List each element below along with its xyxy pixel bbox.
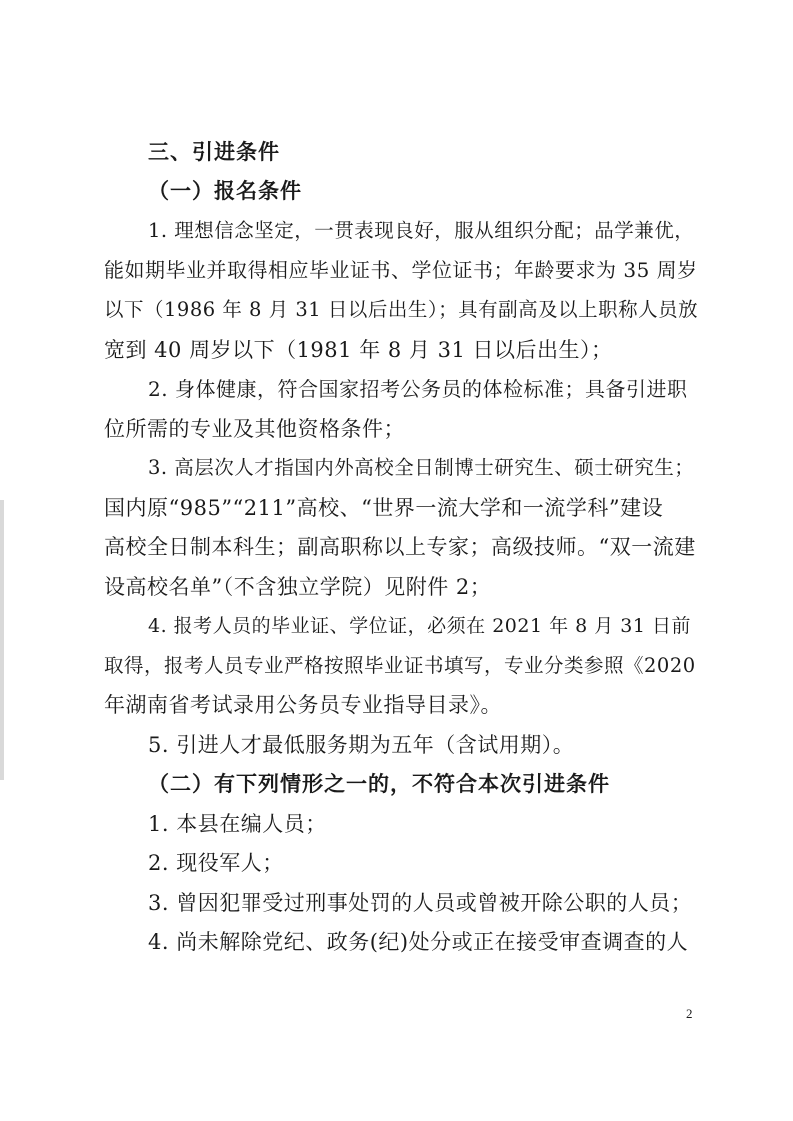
paragraph-line: 宽到 40 周岁以下（1981 年 8 月 31 日以后出生）； — [104, 338, 613, 362]
paragraph-line: 取得，报考人员专业严格按照毕业证书填写，专业分类参照《2020 — [104, 654, 696, 677]
paragraph-line: 设高校名单”（不含独立学院）见附件 2； — [104, 575, 492, 599]
subsection-title-2: （二）有下列情形之一的，不符合本次引进条件 — [148, 772, 610, 796]
paragraph-line: 位所需的专业及其他资格条件； — [104, 417, 405, 441]
paragraph-line: 4. 报考人员的毕业证、学位证，必须在 2021 年 8 月 31 日前 — [148, 615, 692, 637]
paragraph-line: 2. 身体健康，符合国家招考公务员的体检标准；具备引进职 — [148, 377, 688, 401]
paragraph-line: 高校全日制本科生；副高职称以上专家；高级技师。“双一流建 — [104, 535, 696, 559]
scan-edge-shadow — [0, 500, 4, 780]
paragraph-line: 国内原“985”“211”高校、“世界一流大学和一流学科”建设 — [104, 496, 664, 520]
paragraph-line: 年湖南省考试录用公务员专业指导目录》。 — [104, 693, 502, 717]
paragraph-line: 能如期毕业并取得相应毕业证书、学位证书；年龄要求为 35 周岁 — [104, 258, 698, 282]
section-title: 三、引进条件 — [148, 140, 280, 164]
paragraph-line: 3. 高层次人才指国内外高校全日制博士研究生、硕士研究生； — [148, 456, 695, 479]
page-number: 2 — [686, 1006, 693, 1021]
list-item: 1. 本县在编人员； — [148, 812, 327, 836]
list-item: 3. 曾因犯罪受过刑事处罚的人员或曾被开除公职的人员； — [148, 891, 693, 915]
paragraph-line: 以下（1986 年 8 月 31 日以后出生）；具有副高及以上职称人员放 — [104, 298, 699, 321]
list-item: 4. 尚未解除党纪、政务(纪)处分或正在接受审查调查的人 — [148, 930, 689, 954]
subsection-title-1: （一）报名条件 — [148, 179, 302, 203]
paragraph-line: 5. 引进人才最低服务期为五年（含试用期）。 — [148, 733, 575, 757]
paragraph-line: 1. 理想信念坚定，一贯表现良好，服从组织分配；品学兼优， — [148, 219, 695, 242]
list-item: 2. 现役军人； — [148, 851, 284, 875]
